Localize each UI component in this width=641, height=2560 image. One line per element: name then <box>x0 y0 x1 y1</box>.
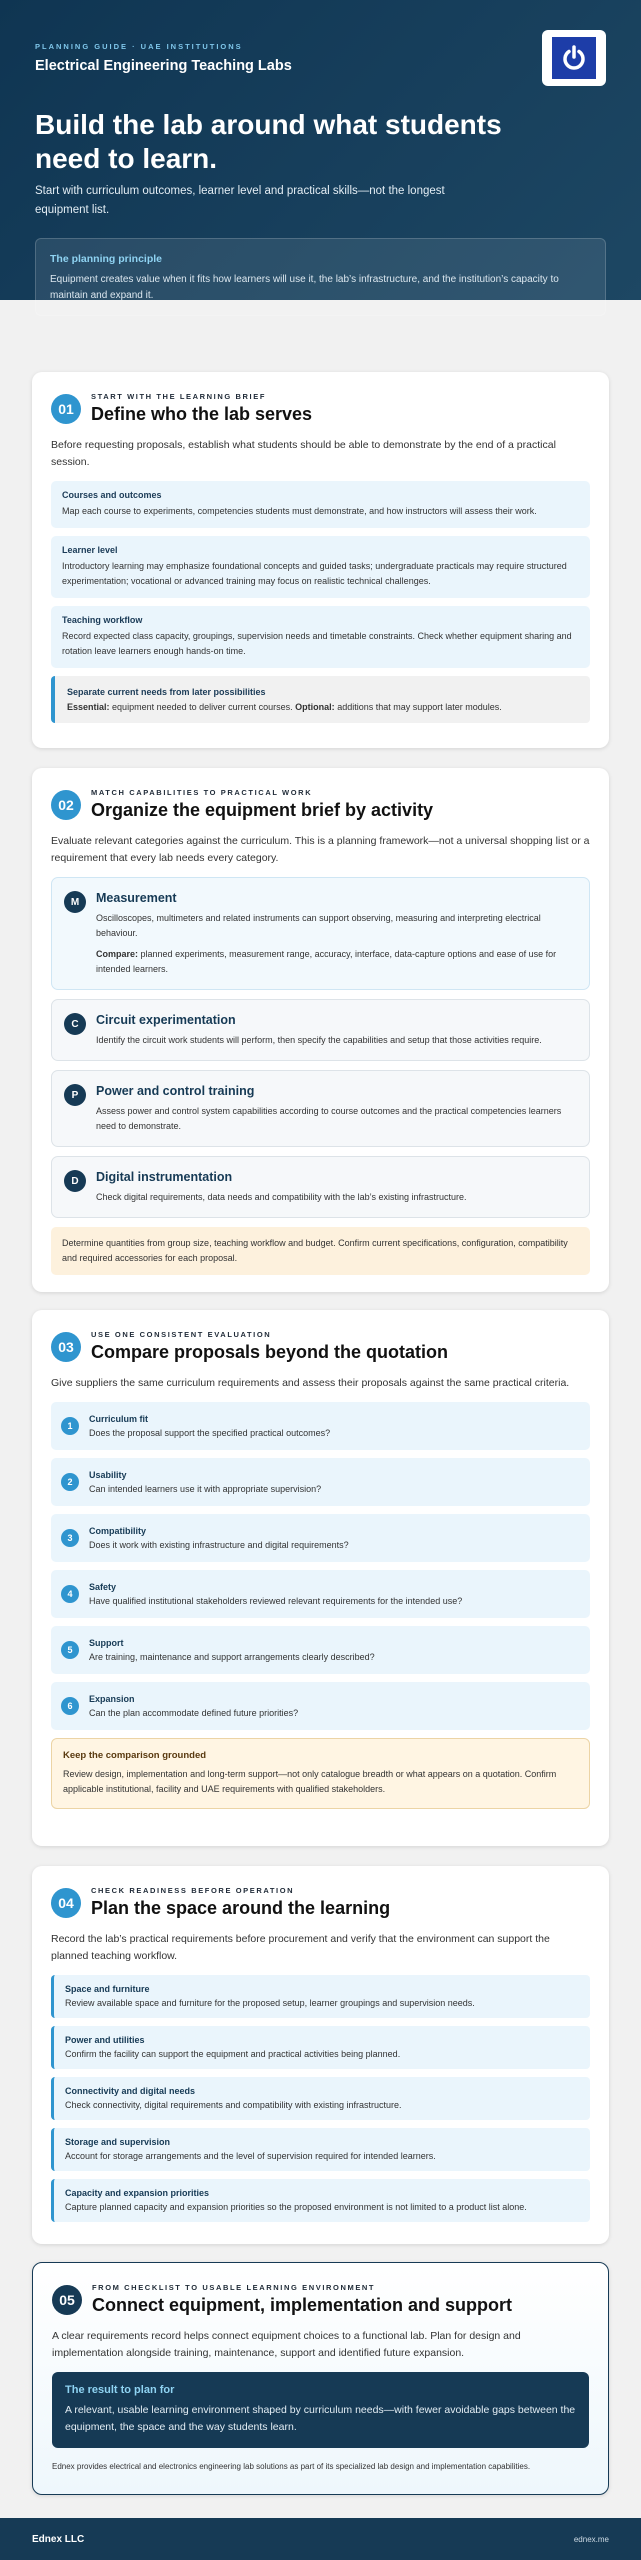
criterion-number: 6 <box>61 1697 79 1715</box>
section-number: 04 <box>51 1888 81 1918</box>
activity-letter: D <box>64 1170 86 1192</box>
readiness-item <box>51 2179 590 2222</box>
brand-logo <box>542 30 606 86</box>
activity-card <box>51 1070 590 1147</box>
note-text <box>67 702 578 712</box>
section-intro: Evaluate relevant categories against the curriculum. This is a planning framework—not a universal shopping list or a requirement that every lab needs every category. <box>51 835 590 864</box>
criterion-text: Does it work with existing infrastructure and digital requirements? <box>89 1540 349 1550</box>
quantities-note: Determine quantities from group size, teaching workflow and budget. Confirm current specifications, configuration, compatibility and required accessories for each proposal. <box>51 1227 590 1275</box>
page-footer <box>0 2518 641 2560</box>
section-number: 02 <box>51 790 81 820</box>
criterion-text: Can intended learners use it with appropriate supervision? <box>89 1484 322 1494</box>
ednex-note: Ednex provides electrical and electronics engineering lab solutions as part of its specialized lab design and implementation capabilities. <box>52 2462 531 2471</box>
readiness-text: Check connectivity, digital requirements and compatibility with existing infrastructure. <box>65 2100 402 2110</box>
section-kicker: START WITH THE LEARNING BRIEF <box>91 392 267 401</box>
criterion-number: 3 <box>61 1529 79 1547</box>
section-intro: A clear requirements record helps connect equipment choices to a functional lab. Plan for design and implementation alongside training, maintenance, support and identified future expansion. <box>52 2330 521 2359</box>
readiness-title: Power and utilities <box>65 2035 145 2045</box>
section-intro: Before requesting proposals, establish what students should be able to demonstrate by the end of a practical session. <box>51 439 556 468</box>
section-define-who <box>32 372 609 748</box>
criterion-title: Expansion <box>89 1694 135 1704</box>
readiness-item <box>51 2077 590 2120</box>
activity-card <box>51 1156 590 1218</box>
optional-label: Optional: <box>295 702 335 712</box>
readiness-item <box>51 1975 590 2018</box>
criterion-text: Can the plan accommodate defined future priorities? <box>89 1708 299 1718</box>
principle-text: Equipment creates value when it fits how learners will use it, the lab’s infrastructure, and the institution’s capacity to maintain and expand it. <box>50 274 559 301</box>
footer-brand: Ednex LLC <box>32 2533 85 2545</box>
criterion-item <box>51 1626 590 1674</box>
readiness-title: Space and furniture <box>65 1984 150 1994</box>
activity-title: Power and control training <box>96 1084 255 1098</box>
ground-title: Keep the comparison grounded <box>63 1750 207 1761</box>
activity-card <box>51 877 590 990</box>
note-title: Separate current needs from later possibilities <box>67 687 266 697</box>
section-kicker: USE ONE CONSISTENT EVALUATION <box>91 1330 272 1339</box>
activity-title: Digital instrumentation <box>96 1170 233 1184</box>
section-kicker: MATCH CAPABILITIES TO PRACTICAL WORK <box>91 788 313 797</box>
section-title: Plan the space around the learning <box>91 1898 391 1918</box>
criterion-item <box>51 1458 590 1506</box>
criterion-number: 2 <box>61 1473 79 1491</box>
grounded-comparison-note <box>51 1738 590 1809</box>
optional-text: additions that may support later modules. <box>337 702 502 712</box>
section-title: Define who the lab serves <box>91 404 313 424</box>
hero-eyebrow: PLANNING GUIDE · UAE INSTITUTIONS <box>35 42 243 51</box>
criterion-title: Usability <box>89 1470 127 1480</box>
readiness-title: Storage and supervision <box>65 2137 171 2147</box>
criterion-text: Are training, maintenance and support arrangements clearly described? <box>89 1652 375 1662</box>
criterion-number: 1 <box>61 1417 79 1435</box>
criterion-number: 5 <box>61 1641 79 1659</box>
section-organize-equipment <box>32 768 609 1292</box>
section-title: Connect equipment, implementation and support <box>92 2295 513 2315</box>
activity-text: Check digital requirements, data needs and compatibility with the lab’s existing infrastructure. <box>96 1192 467 1202</box>
criterion-item <box>51 1402 590 1450</box>
readiness-text: Capture planned capacity and expansion priorities so the proposed environment is not limited to a product list alone. <box>65 2202 527 2212</box>
section-number: 03 <box>51 1332 81 1362</box>
section-intro: Record the lab’s practical requirements before procurement and verify that the environment can support the planned teaching workflow. <box>51 1933 550 1962</box>
readiness-text: Account for storage arrangements and the level of supervision required for intended learners. <box>65 2151 436 2161</box>
activity-title: Measurement <box>96 891 177 905</box>
section-title: Organize the equipment brief by activity <box>91 800 434 820</box>
readiness-title: Connectivity and digital needs <box>65 2086 196 2096</box>
principle-title: The planning principle <box>50 253 163 265</box>
activity-letter: P <box>64 1084 86 1106</box>
readiness-title: Capacity and expansion priorities <box>65 2188 210 2198</box>
section-intro: Give suppliers the same curriculum requirements and assess their proposals against the same practical criteria. <box>51 1377 570 1389</box>
criterion-title: Safety <box>89 1582 117 1592</box>
criterion-text: Have qualified institutional stakeholders reviewed relevant requirements for the intended use? <box>89 1596 463 1606</box>
activity-text: Identify the circuit work students will perform, then specify the capabilities and setup that those activities require. <box>96 1035 542 1045</box>
section-title: Compare proposals beyond the quotation <box>91 1342 449 1362</box>
info-box <box>51 481 590 528</box>
section-number: 05 <box>52 2285 82 2315</box>
info-box-title: Courses and outcomes <box>62 490 162 500</box>
info-box-title: Teaching workflow <box>62 615 143 625</box>
activity-letter: M <box>64 891 86 913</box>
criterion-item <box>51 1570 590 1618</box>
separate-needs-note <box>51 676 590 723</box>
readiness-item <box>51 2026 590 2069</box>
ground-text: Review design, implementation and long-term support—not only catalogue breadth or what appears on a quotation. Confirm applicable institutional, facility and UAE requirements with qualified stakeholders. <box>63 1769 557 1794</box>
section-plan-space <box>32 1866 609 2244</box>
hero-banner <box>0 0 641 300</box>
section-compare-proposals <box>32 1310 609 1846</box>
info-box-text: Map each course to experiments, competencies students must demonstrate, and how instructors will assess their work. <box>62 506 537 516</box>
criterion-item <box>51 1682 590 1730</box>
readiness-text: Confirm the facility can support the equipment and practical activities being planned. <box>65 2049 401 2059</box>
criterion-number: 4 <box>61 1585 79 1603</box>
readiness-item <box>51 2128 590 2171</box>
criterion-item <box>51 1514 590 1562</box>
criterion-title: Support <box>89 1638 124 1648</box>
essential-text: equipment needed to deliver current courses. <box>112 702 293 712</box>
info-box <box>51 536 590 598</box>
footer-link[interactable]: ednex.me <box>573 2534 609 2544</box>
result-box <box>52 2372 589 2448</box>
hero-subtitle: Electrical Engineering Teaching Labs <box>35 58 292 74</box>
essential-label: Essential: <box>67 702 110 712</box>
page-title: Build the lab around what students need to learn. <box>35 109 502 174</box>
result-text: A relevant, usable learning environment shaped by curriculum needs—with fewer avoidable gaps between the equipment, the space and the way students learn. <box>65 2404 576 2433</box>
activity-compare <box>96 947 577 977</box>
info-box-text: Introductory learning may emphasize foundational concepts and guided tasks; undergraduate practicals may require structured experimentation; vocational or advanced training may focus on realistic technical challenges. <box>62 561 567 586</box>
info-box-title: Learner level <box>62 545 118 555</box>
section-number: 01 <box>51 394 81 424</box>
section-connect-equipment <box>32 2262 609 2495</box>
compare-label: Compare: <box>96 949 139 959</box>
activity-text: Assess power and control system capabilities according to course outcomes and the practical competencies learners need to demonstrate. <box>96 1106 562 1131</box>
activity-card <box>51 999 590 1061</box>
compare-text: planned experiments, measurement range, accuracy, interface, data-capture options and ease of use for intended learners. <box>96 949 557 974</box>
section-kicker: FROM CHECKLIST TO USABLE LEARNING ENVIRONMENT <box>92 2283 376 2292</box>
info-box-text: Record expected class capacity, groupings, supervision needs and timetable constraints. Check whether equipment sharing and rotation leave learners enough hands-on time. <box>62 631 572 656</box>
planning-principle-box <box>35 238 606 316</box>
section-kicker: CHECK READINESS BEFORE OPERATION <box>91 1886 295 1895</box>
hero-description: Start with curriculum outcomes, learner level and practical skills—not the longest equipment list. <box>35 185 445 216</box>
criterion-title: Compatibility <box>89 1526 147 1536</box>
criterion-text: Does the proposal support the specified practical outcomes? <box>89 1428 331 1438</box>
info-box <box>51 606 590 668</box>
activity-text: Oscilloscopes, multimeters and related instruments can support observing, measuring and interpreting electrical behaviour. <box>96 913 541 938</box>
readiness-text: Review available space and furniture for the proposed setup, learner groupings and supervision needs. <box>65 1998 475 2008</box>
criterion-title: Curriculum fit <box>89 1414 149 1424</box>
result-title: The result to plan for <box>65 2384 175 2396</box>
power-icon <box>552 37 596 79</box>
activity-title: Circuit experimentation <box>96 1013 236 1027</box>
activity-letter: C <box>64 1013 86 1035</box>
